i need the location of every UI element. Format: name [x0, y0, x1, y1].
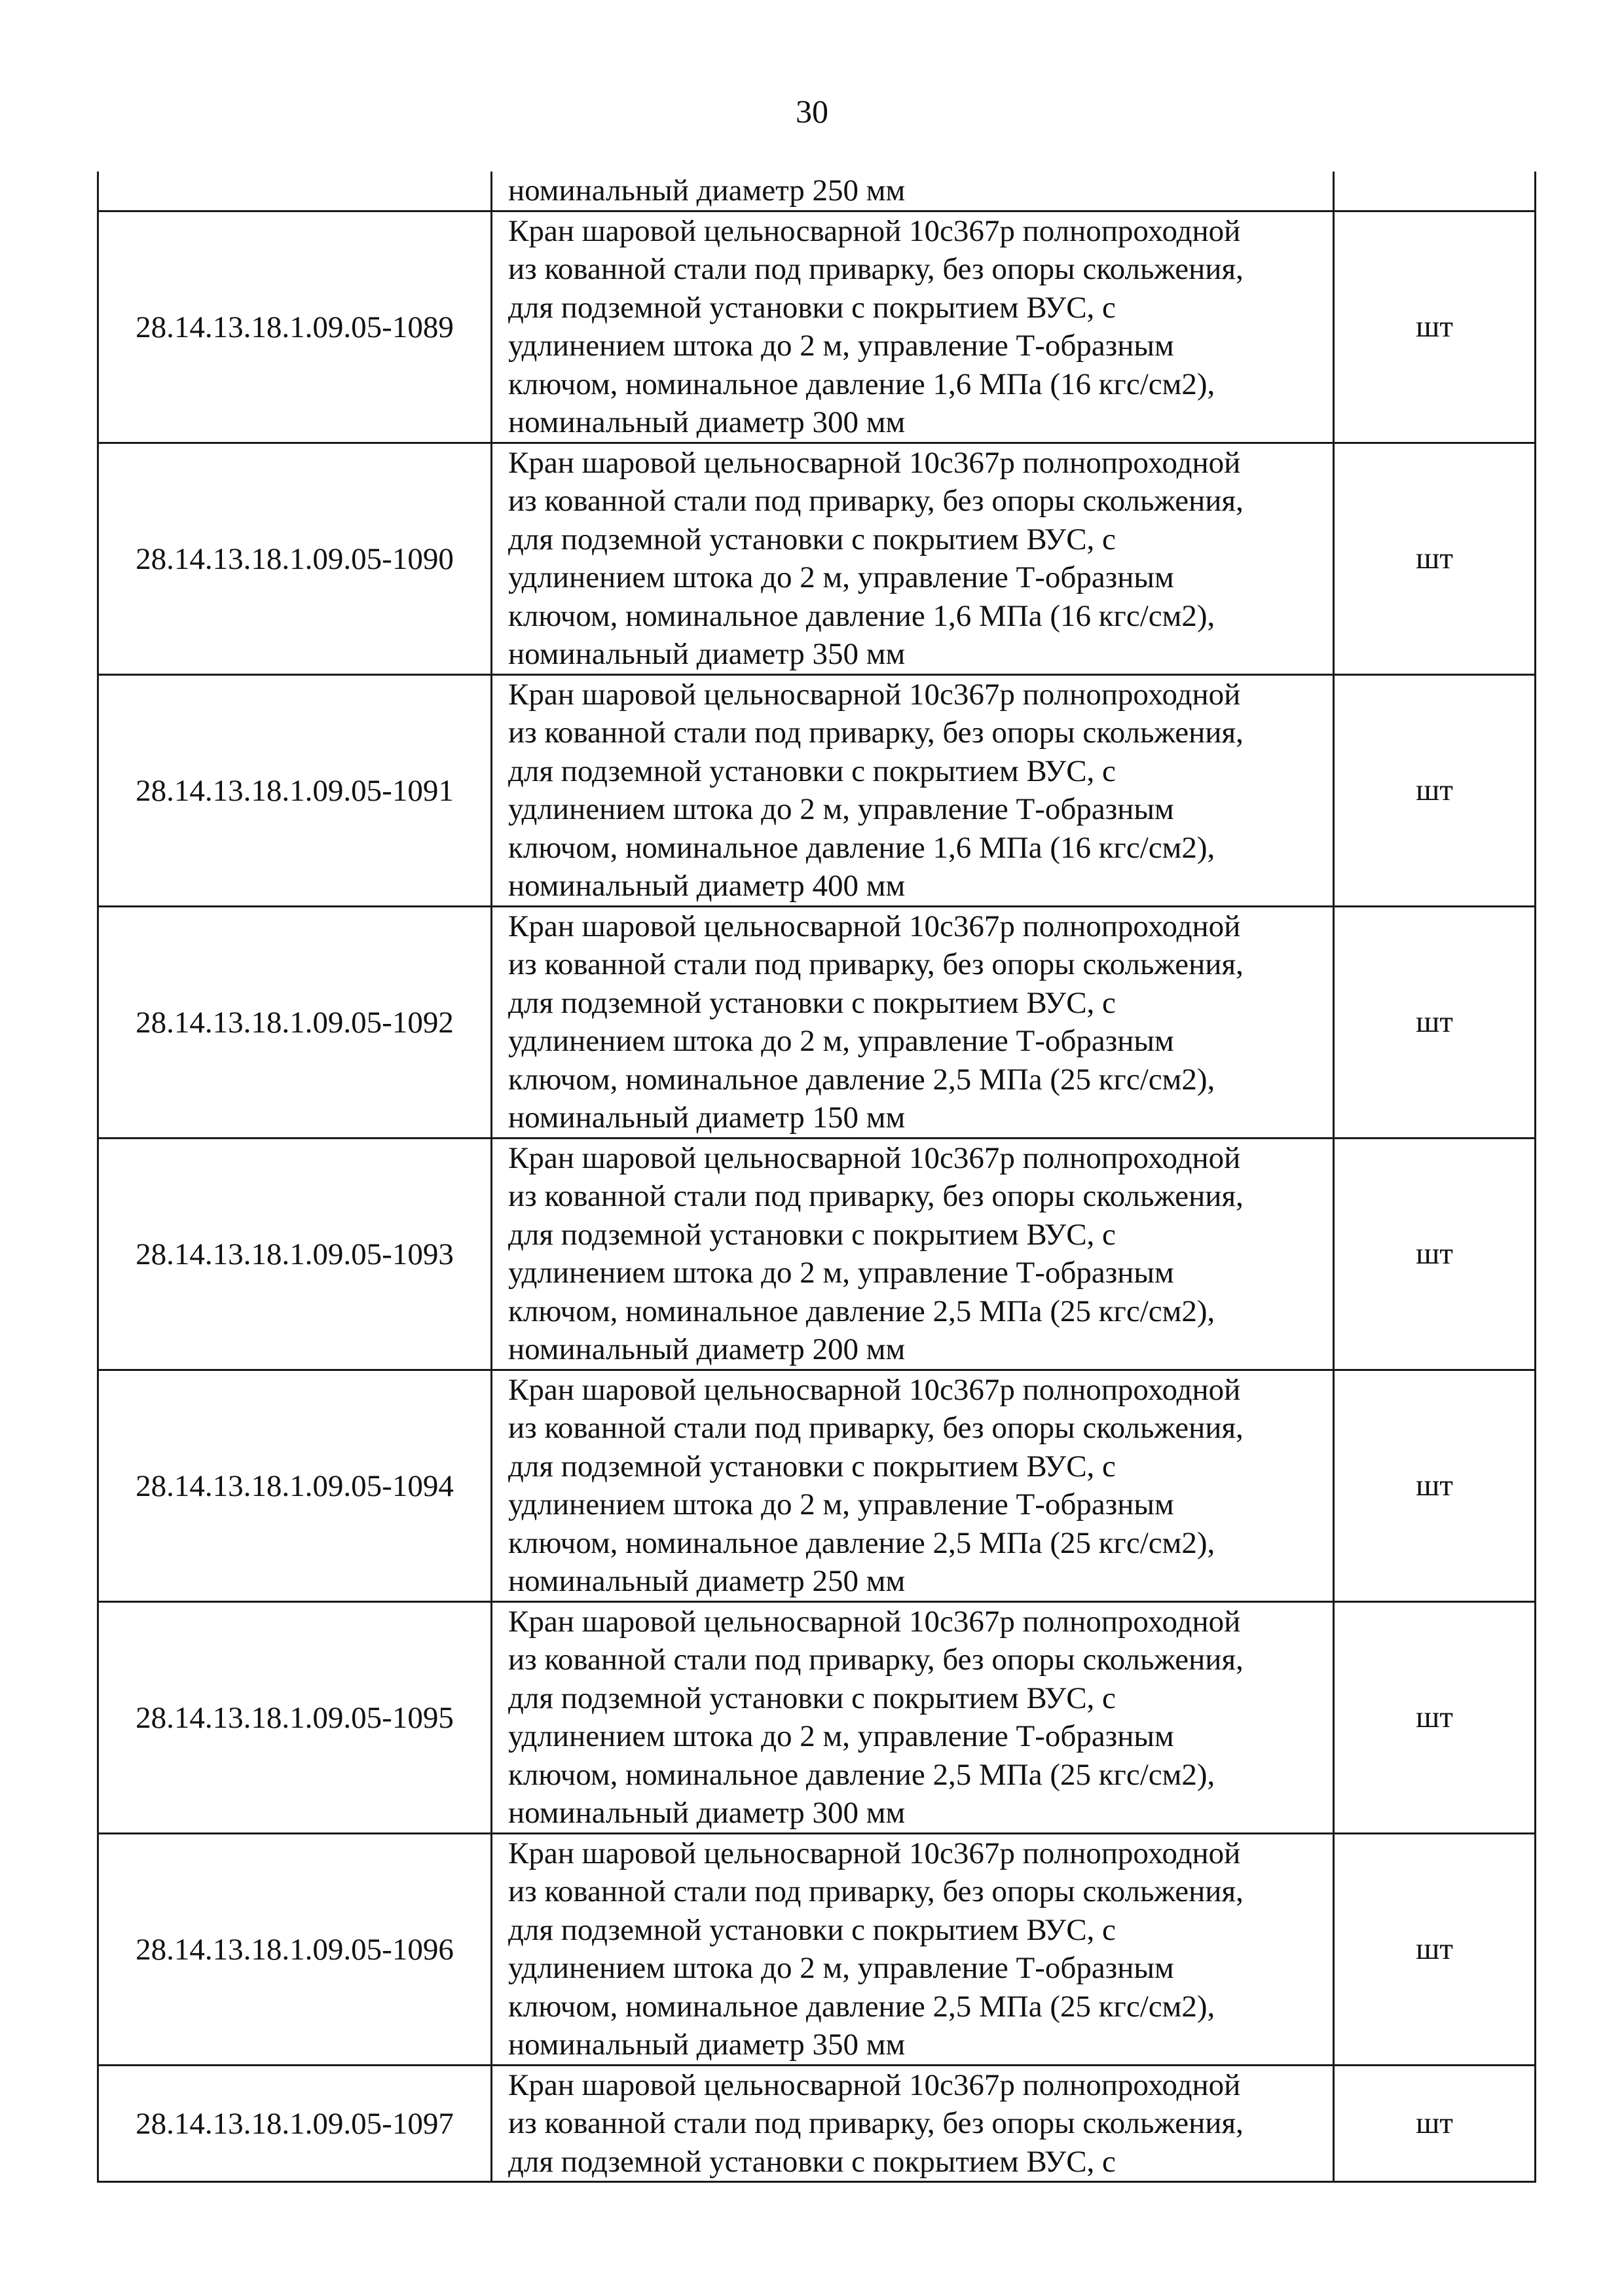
description-line: номинальный диаметр 300 мм: [508, 1796, 906, 1830]
resource-table-body: [98, 172, 1536, 2182]
description-line: Кран шаровой цельносварной 10с367р полнопроходной: [508, 445, 1241, 480]
resource-description: [492, 2065, 1334, 2182]
resource-code: 28.14.13.18.1.09.05-1095: [98, 1601, 492, 1833]
resource-code: 28.14.13.18.1.09.05-1096: [98, 1833, 492, 2065]
resource-unit: [1334, 172, 1536, 211]
description-line: из кованной стали под приварку, без опоры скольжения,: [508, 1179, 1244, 1213]
description-line: для подземной установки с покрытием ВУС, с: [508, 2144, 1116, 2179]
description-line: из кованной стали под приварку, без опоры скольжения,: [508, 484, 1244, 518]
resource-code: [98, 172, 492, 211]
table-row: [98, 674, 1536, 906]
description-line: Кран шаровой цельносварной 10с367р полнопроходной: [508, 677, 1241, 712]
page-number: 30: [796, 93, 828, 130]
resource-description: [492, 1138, 1334, 1370]
description-line: для подземной установки с покрытием ВУС, с: [508, 1217, 1116, 1252]
resource-description: [492, 1833, 1334, 2065]
resource-description: [492, 1601, 1334, 1833]
resource-code: 28.14.13.18.1.09.05-1093: [98, 1138, 492, 1370]
description-line: ключом, номинальное давление 1,6 МПа (16 кгс/см2),: [508, 598, 1215, 633]
table-row: [98, 906, 1536, 1138]
resource-code: 28.14.13.18.1.09.05-1091: [98, 674, 492, 906]
description-line: из кованной стали под приварку, без опоры скольжения,: [508, 947, 1244, 981]
resource-description: [492, 443, 1334, 674]
description-line: из кованной стали под приварку, без опоры скольжения,: [508, 1411, 1244, 1445]
resource-unit: шт: [1334, 1833, 1536, 2065]
resource-unit: шт: [1334, 443, 1536, 674]
description-line: Кран шаровой цельносварной 10с367р полнопроходной: [508, 1836, 1241, 1870]
resource-unit: шт: [1334, 906, 1536, 1138]
resource-description: [492, 172, 1334, 211]
resource-description: [492, 1370, 1334, 1601]
table-row: [98, 2065, 1536, 2182]
description-line: для подземной установки с покрытием ВУС, с: [508, 1912, 1116, 1947]
description-line: Кран шаровой цельносварной 10с367р полнопроходной: [508, 1372, 1241, 1407]
description-line: для подземной установки с покрытием ВУС, с: [508, 290, 1116, 325]
table-row: [98, 211, 1536, 443]
resource-unit: шт: [1334, 2065, 1536, 2182]
resource-unit: шт: [1334, 211, 1536, 443]
resource-unit: шт: [1334, 1370, 1536, 1601]
description-line: для подземной установки с покрытием ВУС, с: [508, 754, 1116, 788]
description-line: из кованной стали под приварку, без опоры скольжения,: [508, 1874, 1244, 1908]
resource-unit: шт: [1334, 674, 1536, 906]
description-line: номинальный диаметр 350 мм: [508, 2028, 906, 2062]
description-line: для подземной установки с покрытием ВУС, с: [508, 1449, 1116, 1484]
resource-description: [492, 211, 1334, 443]
description-line: удлинением штока до 2 м, управление Т-образным: [508, 1951, 1174, 1985]
description-line: из кованной стали под приварку, без опоры скольжения,: [508, 252, 1244, 286]
description-line: номинальный диаметр 350 мм: [508, 637, 906, 671]
description-line: номинальный диаметр 150 мм: [508, 1101, 906, 1135]
description-line: для подземной установки с покрытием ВУС, с: [508, 1681, 1116, 1715]
table-row: [98, 1138, 1536, 1370]
description-line: номинальный диаметр 300 мм: [508, 405, 906, 439]
resource-code: 28.14.13.18.1.09.05-1097: [98, 2065, 492, 2182]
description-line: удлинением штока до 2 м, управление Т-образным: [508, 1024, 1174, 1058]
description-line: ключом, номинальное давление 2,5 МПа (25 кгс/см2),: [508, 1989, 1215, 2024]
description-line: ключом, номинальное давление 2,5 МПа (25 кгс/см2),: [508, 1294, 1215, 1328]
resource-table: [97, 172, 1536, 2183]
resource-description: [492, 906, 1334, 1138]
description-line: ключом, номинальное давление 2,5 МПа (25 кгс/см2),: [508, 1062, 1215, 1097]
description-line: удлинением штока до 2 м, управление Т-образным: [508, 1487, 1174, 1522]
description-line: ключом, номинальное давление 1,6 МПа (16 кгс/см2),: [508, 367, 1215, 401]
description-line: номинальный диаметр 200 мм: [508, 1332, 906, 1366]
resource-code: 28.14.13.18.1.09.05-1094: [98, 1370, 492, 1601]
table-row: [98, 1833, 1536, 2065]
description-line: из кованной стали под приварку, без опоры скольжения,: [508, 716, 1244, 750]
description-line: ключом, номинальное давление 1,6 МПа (16 кгс/см2),: [508, 830, 1215, 865]
description-line: номинальный диаметр 400 мм: [508, 869, 906, 903]
description-line: удлинением штока до 2 м, управление Т-образным: [508, 792, 1174, 826]
description-line: номинальный диаметр 250 мм: [508, 1564, 906, 1598]
resource-unit: шт: [1334, 1138, 1536, 1370]
resource-code: 28.14.13.18.1.09.05-1092: [98, 906, 492, 1138]
description-line: Кран шаровой цельносварной 10с367р полнопроходной: [508, 213, 1241, 248]
description-line: из кованной стали под приварку, без опоры скольжения,: [508, 2106, 1244, 2140]
description-line: из кованной стали под приварку, без опоры скольжения,: [508, 1643, 1244, 1677]
resource-unit: шт: [1334, 1601, 1536, 1833]
table-row: [98, 1601, 1536, 1833]
resource-description: [492, 674, 1334, 906]
description-line: ключом, номинальное давление 2,5 МПа (25 кгс/см2),: [508, 1525, 1215, 1560]
description-line: для подземной установки с покрытием ВУС, с: [508, 985, 1116, 1020]
description-line: удлинением штока до 2 м, управление Т-образным: [508, 1719, 1174, 1753]
table-row: [98, 172, 1536, 211]
description-line: удлинением штока до 2 м, управление Т-образным: [508, 560, 1174, 594]
table-row: [98, 1370, 1536, 1601]
description-line: для подземной установки с покрытием ВУС, с: [508, 522, 1116, 556]
table-row: [98, 443, 1536, 674]
description-line: Кран шаровой цельносварной 10с367р полнопроходной: [508, 2068, 1241, 2102]
description-line: Кран шаровой цельносварной 10с367р полнопроходной: [508, 1140, 1241, 1175]
resource-code: 28.14.13.18.1.09.05-1090: [98, 443, 492, 674]
description-line: Кран шаровой цельносварной 10с367р полнопроходной: [508, 1604, 1241, 1639]
description-line: ключом, номинальное давление 2,5 МПа (25 кгс/см2),: [508, 1757, 1215, 1792]
description-line: удлинением штока до 2 м, управление Т-образным: [508, 329, 1174, 363]
description-line: Кран шаровой цельносварной 10с367р полнопроходной: [508, 909, 1241, 943]
description-line: удлинением штока до 2 м, управление Т-образным: [508, 1256, 1174, 1290]
resource-code: 28.14.13.18.1.09.05-1089: [98, 211, 492, 443]
description-line: номинальный диаметр 250 мм: [508, 173, 906, 208]
